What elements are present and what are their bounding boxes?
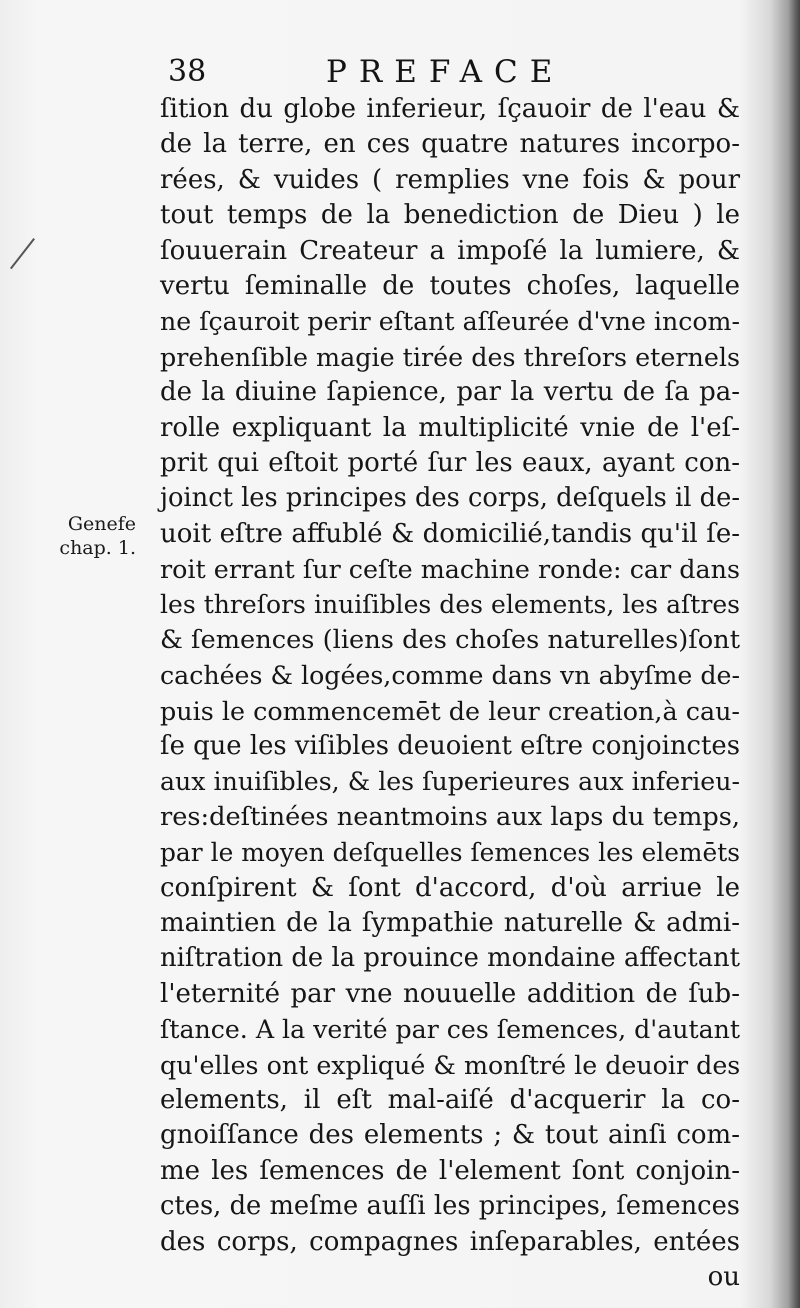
text-line: joinct les principes des corps, deſquels il de- <box>160 483 740 514</box>
text-line: uoit eſtre affublé & domicilié,tandis qu'il ſe- <box>160 518 740 549</box>
text-line: de la terre, en ces quatre natures incorpo- <box>160 129 740 160</box>
text-line: niſtration de la prouince mondaine affectant <box>160 943 740 974</box>
text-line: vertu ſeminalle de toutes choſes, laquelle <box>160 270 740 301</box>
margin-note-line: chap. 1. <box>59 537 136 559</box>
margin-note-line: Genefe <box>67 513 136 535</box>
text-line: l'eternité par vne nouuelle addition de ſub- <box>160 978 740 1009</box>
page-header <box>168 52 738 92</box>
text-line: prehenſible magie tirée des threſors eternels <box>160 341 740 372</box>
text-line: par le moyen deſquelles ſemences les elemēts <box>160 838 740 868</box>
text-line: maintien de la ſympathie naturelle & admi- <box>160 907 740 938</box>
page-gutter-shadow <box>788 0 800 1308</box>
text-line: ſition du globe inferieur, ſçauoir de l'eau & <box>160 94 740 124</box>
margin-note <box>26 512 136 560</box>
text-line: ne ſçauroit perir eſtant aſſeurée d'vne incom- <box>160 307 740 337</box>
running-head: PREFACE <box>326 54 565 90</box>
text-line: me les ſemences de l'element ſont conjoin- <box>160 1155 740 1186</box>
text-line: res:deſtinées neantmoins aux laps du temps, <box>160 801 740 832</box>
text-line: des corps, compagnes inſeparables, entées <box>160 1226 740 1257</box>
text-line: & ſemences (liens des choſes naturelles)ſont <box>160 624 740 655</box>
text-line: rolle expliquant la multiplicité vnie de l'eſ- <box>160 412 740 443</box>
text-line: puis le commencemēt de leur creation,à cau- <box>160 695 740 726</box>
text-line: les threſors inuiſibles des elements, les aſtres <box>160 590 740 620</box>
body-text <box>160 92 740 1295</box>
text-line: prit qui eſtoit porté ſur les eaux, ayant con- <box>160 447 740 478</box>
text-line: ſouuerain Createur a impoſé la lumiere, & <box>160 235 740 266</box>
text-line: elements, il eſt mal-aiſé d'acquerir la co- <box>160 1084 740 1115</box>
bleed-through-mark <box>10 238 35 269</box>
text-line: conſpirent & ſont d'accord, d'où arriue le <box>160 872 740 903</box>
text-line: gnoiſſance des elements ; & tout ainſi com- <box>160 1120 740 1151</box>
text-line: ctes, de meſme auſſi les principes, ſemences <box>160 1191 740 1222</box>
text-line: qu'elles ont expliqué & monſtré le deuoir des <box>160 1050 741 1080</box>
catchword: ou <box>707 1261 740 1292</box>
text-line: ſe que les viſibles deuoient eſtre conjoinctes <box>160 731 740 762</box>
text-line: ſtance. A la verité par ces ſemences, d'autant <box>160 1015 741 1045</box>
text-line: de la diuine ſapience, par la vertu de ſa pa- <box>160 377 740 408</box>
text-line: roit errant ſur ceſte machine ronde: car dans <box>160 554 740 585</box>
page-number: 38 <box>168 54 207 89</box>
text-line: rées, & vuides ( remplies vne fois & pour <box>160 164 740 195</box>
text-line: aux inuiſibles, & les ſuperieures aux inferieu- <box>160 767 740 797</box>
text-line: cachées & logées,comme dans vn abyſme de- <box>160 661 740 691</box>
text-line: tout temps de la benediction de Dieu ) le <box>160 200 740 231</box>
